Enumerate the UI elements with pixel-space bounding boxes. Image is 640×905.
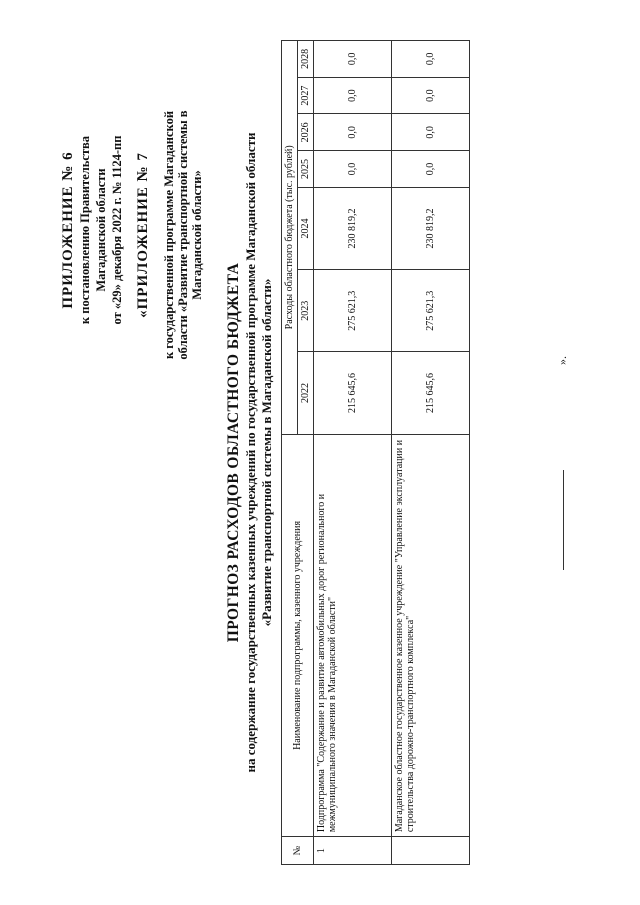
appendix-7-title: «ПРИЛОЖЕНИЕ № 7 <box>135 152 151 318</box>
main-title: ПРОГНОЗ РАСХОДОВ ОБЛАСТНОГО БЮДЖЕТА <box>225 262 242 643</box>
budget-table <box>281 40 470 865</box>
row-num: 1 <box>314 837 392 865</box>
appendix-6-line2: Магаданской области <box>94 168 108 292</box>
year-header: 2022 <box>298 352 314 434</box>
row-name: Подпрограмма "Содержание и развитие автомобильных дорог регионального и межмуниципального значения в Магаданской области" <box>314 434 392 837</box>
year-header: 2026 <box>298 114 314 151</box>
row-value: 0,0 <box>314 41 392 78</box>
year-header: 2028 <box>298 41 314 78</box>
table-row <box>392 41 470 865</box>
appendix-7-line3: Магаданской области» <box>190 170 204 300</box>
header-name: Наименование подпрограммы, казенного учреждения <box>282 434 314 837</box>
row-value: 215 645,6 <box>392 352 470 434</box>
row-value: 0,0 <box>314 151 392 188</box>
row-value: 215 645,6 <box>314 352 392 434</box>
appendix-7-line2: области «Развитие транспортной системы в <box>176 110 190 360</box>
row-value: 275 621,3 <box>314 270 392 352</box>
row-value: 0,0 <box>392 41 470 78</box>
subtitle-line2: «Развитие транспортной системы в Магаданской области» <box>259 278 274 627</box>
row-value: 0,0 <box>392 114 470 151</box>
row-value: 0,0 <box>392 151 470 188</box>
header-num: № <box>282 837 314 865</box>
appendix-6-line3: от «29» декабря 2022 г. № 1124-пп <box>110 135 124 325</box>
end-divider-line <box>563 470 564 570</box>
row-value: 230 819,2 <box>314 187 392 269</box>
year-header: 2024 <box>298 187 314 269</box>
appendix-6-title: ПРИЛОЖЕНИЕ № 6 <box>60 151 76 309</box>
appendix-7-header <box>135 15 204 455</box>
subtitle-line1: на содержание государственных казенных учреждений по государственной программе Магаданской области <box>243 132 258 773</box>
row-name: Магаданское областное государственное казенное учреждение "Управление эксплуатации и строительства дорожно-транспортного комплекса" <box>392 434 470 837</box>
row-value: 0,0 <box>314 77 392 114</box>
year-header: 2023 <box>298 270 314 352</box>
appendix-7-line1: к государственной программе Магаданской <box>162 110 176 360</box>
row-value: 230 819,2 <box>392 187 470 269</box>
document-titles <box>225 25 275 880</box>
table-header-row <box>282 41 298 865</box>
row-value: 275 621,3 <box>392 270 470 352</box>
appendix-6-header <box>60 65 125 395</box>
year-header: 2025 <box>298 151 314 188</box>
row-value: 0,0 <box>314 114 392 151</box>
end-mark: ». <box>555 356 569 365</box>
row-num <box>392 837 470 865</box>
appendix-6-line1: к постановлению Правительства <box>78 135 92 325</box>
header-budget-group: Расходы областного бюджета (тыс. рублей) <box>282 41 298 435</box>
table-row <box>314 41 392 865</box>
year-header: 2027 <box>298 77 314 114</box>
row-value: 0,0 <box>392 77 470 114</box>
